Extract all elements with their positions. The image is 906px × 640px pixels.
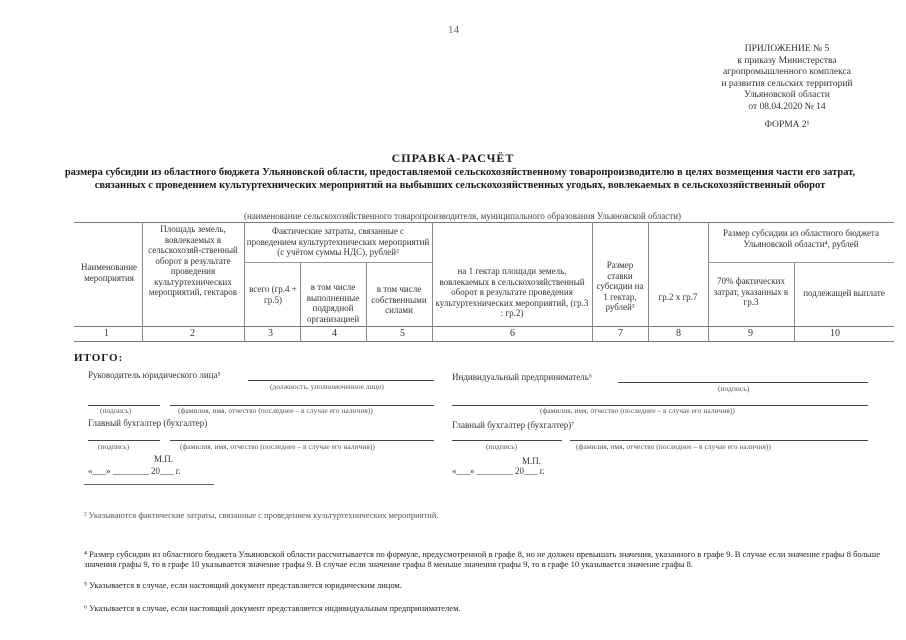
header-incl-contractor: в том числе выполненные подрядной организацией xyxy=(306,282,360,324)
table-header-border xyxy=(74,326,894,327)
column-number: 1 xyxy=(104,328,109,339)
chief-left-sign-caption: (подпись) xyxy=(98,442,130,451)
footnote: ² Указываются фактические затраты, связанные с проведением культуртехнических мероприятий. xyxy=(84,510,439,520)
head-position-line xyxy=(248,380,434,381)
costs-group-divider xyxy=(244,262,432,263)
column-number: 7 xyxy=(618,328,623,339)
table-top-border xyxy=(74,222,894,223)
header-seventy-percent: 70% фактических затрат, указанных в гр.3 xyxy=(713,276,789,307)
producer-caption: (наименование сельскохозяйственного товаропроизводителя, муниципального образования Ульяновской области) xyxy=(244,211,682,221)
head-label: Руководитель юридического лица⁵ xyxy=(88,370,221,380)
column-number: 6 xyxy=(510,328,515,339)
total-label: ИТОГО: xyxy=(74,352,124,364)
column-number: 2 xyxy=(190,328,195,339)
chief-right-sign-caption: (подпись) xyxy=(486,442,518,451)
entrepreneur-label: Индивидуальный предприниматель⁶ xyxy=(452,372,592,382)
header-to-pay: подлежащей выплате xyxy=(803,288,885,298)
chief-left-name-line xyxy=(170,440,434,441)
column-number: 4 xyxy=(332,328,337,339)
footnote-separator xyxy=(84,484,214,485)
table-col-divider xyxy=(648,222,649,341)
table-col-divider xyxy=(708,222,709,341)
header-subsidy-group: Размер субсидии из областного бюджета Ульяновской области⁴, рублей xyxy=(723,228,879,249)
column-number: 10 xyxy=(830,328,840,339)
table-col-divider xyxy=(300,262,301,341)
header-per-hectare: на 1 гектар площади земель, вовлекаемых в сельскохозяйственный оборот в результате проведения культуртехнических мероприятий, (гр.3 : гр.2) xyxy=(435,266,589,318)
footnote: ⁶ Указывается в случае, если настоящий документ представляется индивидуальным предпринимателем. xyxy=(84,603,461,613)
header-rate-times-area: гр.2 х гр.7 xyxy=(658,292,698,302)
header-rate: Размер ставки субсидии на 1 гектар, рублей³ xyxy=(596,260,644,312)
column-number: 8 xyxy=(676,328,681,339)
chief-right-sign-line xyxy=(452,440,562,441)
footnote: ⁴ Размер субсидии из областного бюджета Ульяновской области рассчитывается по формуле, предусмотренной в графе 8, но не должен превышать значения, указанного в графе 9. В случае если значение графы 8 больше значения графы 9, то в графе 10 указывается значение графы 9. В случае если значение графы 8 меньше значения графы 9, то в графе 10 указывается значение графы 8. xyxy=(84,549,880,569)
chief-right-name-caption: (фамилия, имя, отчество (последнее – в случае его наличия)) xyxy=(576,442,771,451)
header-costs-group: Фактические затраты, связанные с проведением культуртехнических мероприятий (с учётом суммы НДС), рублей² xyxy=(246,226,430,257)
subsidy-group-divider xyxy=(708,262,894,263)
stamp-right: М.П. xyxy=(522,456,542,466)
document-title: СПРАВКА-РАСЧЁТ xyxy=(391,151,515,165)
head-sign-caption: (подпись) xyxy=(100,406,132,415)
entrepreneur-name-caption: (фамилия, имя, отчество (последнее – в случае его наличия)) xyxy=(540,406,735,415)
appendix-line: к приказу Министерства xyxy=(737,55,837,66)
column-number: 9 xyxy=(748,328,753,339)
header-name: Наименование мероприятия xyxy=(80,262,138,283)
header-area: Площадь земель, вовлекаемых в сельскохозяй-ственный оборот в результате проведения культуртехнических мероприятий, гектаров xyxy=(148,224,238,297)
page-number: 14 xyxy=(448,24,459,36)
column-number: 3 xyxy=(268,328,273,339)
table-col-divider xyxy=(366,262,367,341)
stamp-left: М.П. xyxy=(154,454,174,464)
form-label: ФОРМА 2¹ xyxy=(764,120,810,130)
appendix-line: от 08.04.2020 № 14 xyxy=(748,101,826,112)
document-subtitle: размера субсидии из областного бюджета Ульяновской области, предоставляемой сельскохозяйственному товаропроизводителю в целях возмещения части его затрат, связанных с проведением культуртехнических мероприятий на выбывших сельскохозяйственных угодьях, вовлекаемых в сельскохозяйственный оборот xyxy=(64,167,856,191)
column-number: 5 xyxy=(400,328,405,339)
chief-accountant-right-label: Главный бухгалтер (бухгалтер)⁷ xyxy=(452,420,575,430)
head-position-caption: (должность, уполномоченное лицо) xyxy=(270,382,384,391)
table-col-divider xyxy=(142,222,143,341)
table-col-divider xyxy=(794,262,795,341)
chief-left-name-caption: (фамилия, имя, отчество (последнее – в случае его наличия)) xyxy=(180,442,375,451)
appendix-block xyxy=(680,44,894,132)
appendix-line: и развития сельских территорий xyxy=(721,78,853,89)
head-name-caption: (фамилия, имя, отчество (последнее – в случае его наличия)) xyxy=(178,406,373,415)
chief-left-sign-line xyxy=(88,440,160,441)
appendix-line: ПРИЛОЖЕНИЕ № 5 xyxy=(744,44,830,54)
entrepreneur-line xyxy=(618,382,868,383)
appendix-line: агропромышленного комплекса xyxy=(722,67,852,77)
header-incl-own: в том числе собственными силами xyxy=(371,284,427,315)
chief-accountant-left-label: Главный бухгалтер (бухгалтер) xyxy=(88,418,208,428)
header-total: всего (гр.4 + гр.5) xyxy=(249,284,297,305)
table-numbers-border xyxy=(74,341,894,342)
date-left: «___» ________ 20___ г. xyxy=(88,466,181,476)
footnote: ⁵ Указывается в случае, если настоящий документ представляется юридическим лицом. xyxy=(84,580,402,590)
appendix-line: Ульяновской области xyxy=(744,90,830,100)
table-col-divider xyxy=(592,222,593,341)
table-col-divider xyxy=(244,222,245,341)
entrepreneur-sign-caption: (подпись) xyxy=(718,384,750,393)
chief-right-name-line xyxy=(570,440,868,441)
table-col-divider xyxy=(432,222,433,341)
date-right: «___» ________ 20___ г. xyxy=(452,466,545,476)
